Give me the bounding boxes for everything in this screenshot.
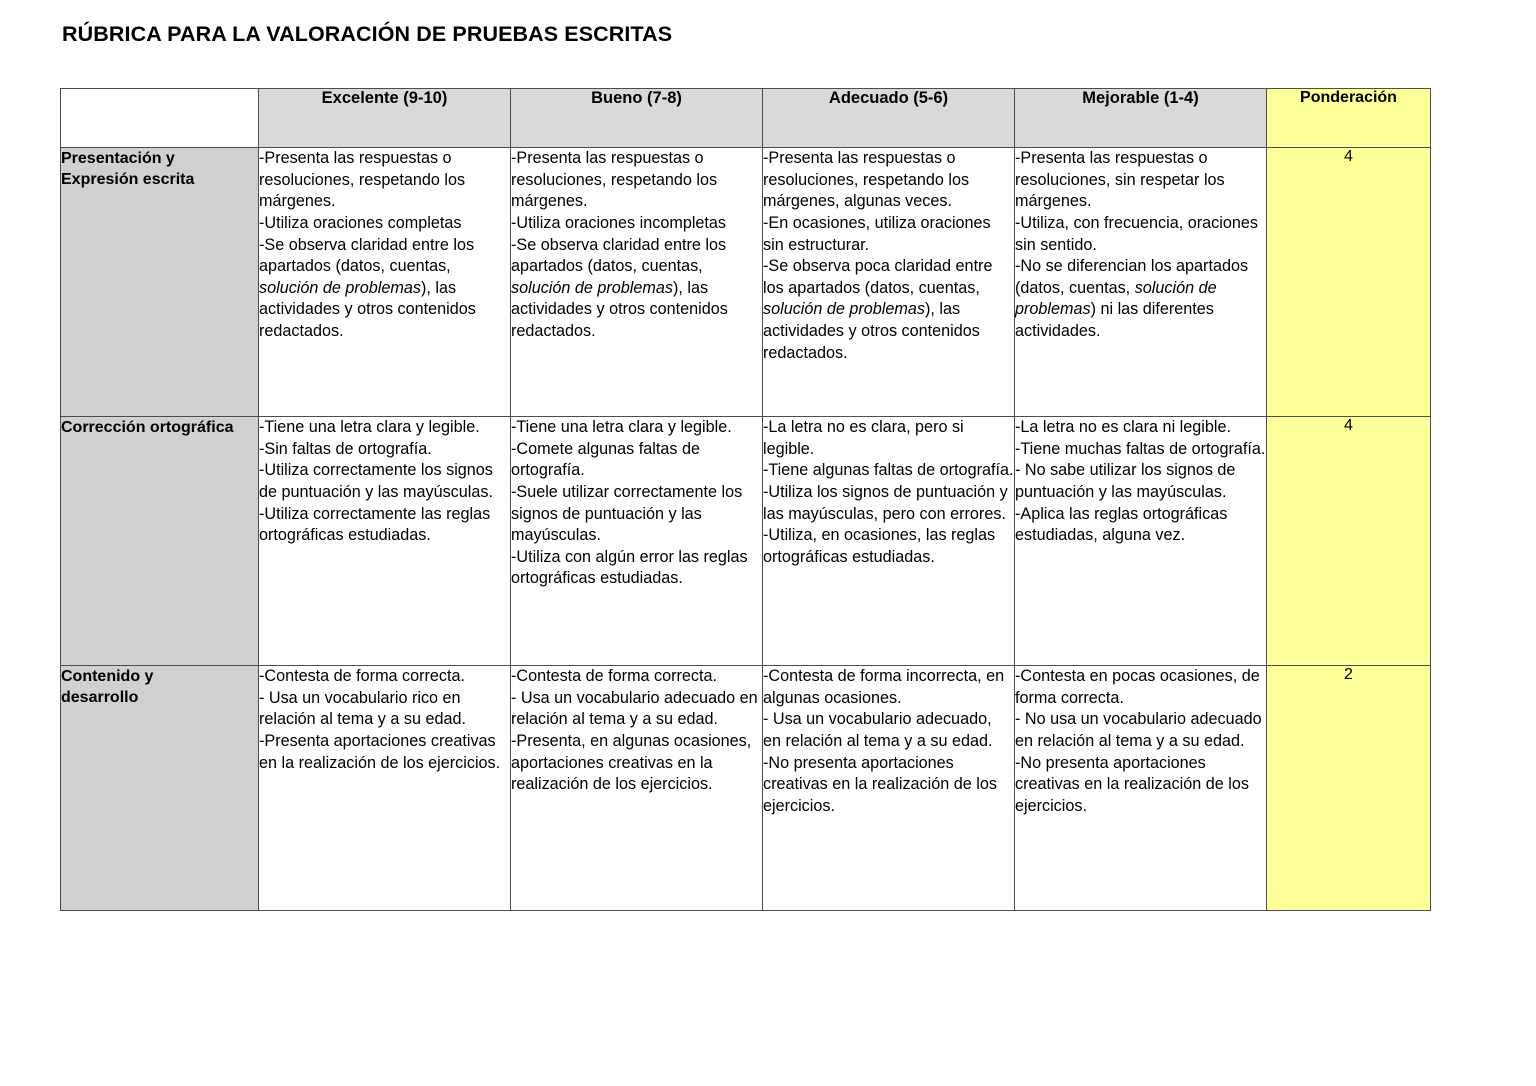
table-header-row: [61, 89, 1431, 148]
cell-contenido-excelente: [259, 666, 511, 911]
cell-text: -Presenta las respuestas o resoluciones, respetando los márgenes. -Utiliza oraciones completas -Se observa claridad entre los apartados (datos, cuentas, solución de problemas), las actividades y otros contenidos redactados.: [259, 149, 476, 340]
column-header-mejorable: Mejorable (1-4): [1015, 89, 1267, 148]
cell-text: -Contesta de forma correcta. - Usa un vocabulario rico en relación al tema y a su edad. -Presenta aportaciones creativas en la realización de los ejercicios.: [259, 667, 501, 772]
table-row: [61, 148, 1431, 417]
cell-text: -Tiene una letra clara y legible. -Sin faltas de ortografía. -Utiliza correctamente los signos de puntuación y las mayúsculas. -Utiliza correctamente las reglas ortográficas estudiadas.: [259, 418, 493, 545]
table-row: [61, 666, 1431, 911]
cell-correccion-mejorable: [1015, 417, 1267, 666]
table-corner-cell: [61, 89, 259, 148]
cell-presentacion-excelente: [259, 148, 511, 417]
cell-text: -La letra no es clara, pero si legible. -Tiene algunas faltas de ortografía. -Utiliza los signos de puntuación y las mayúsculas, pero con errores. -Utiliza, en ocasiones, las reglas ortográficas estudiadas.: [763, 418, 1014, 566]
rubric-table: [60, 88, 1431, 911]
cell-text: -Contesta de forma correcta. - Usa un vocabulario adecuado en relación al tema y a su edad. -Presenta, en algunas ocasiones, aportaciones creativas en la realización de los ejercicios.: [511, 667, 758, 794]
column-header-ponderacion: Ponderación: [1267, 89, 1431, 148]
table-row: [61, 417, 1431, 666]
ponderacion-presentacion: 4: [1267, 148, 1431, 417]
cell-text: -La letra no es clara ni legible. -Tiene muchas faltas de ortografía. - No sabe utilizar los signos de puntuación y las mayúsculas. -Aplica las reglas ortográficas estudiadas, alguna vez.: [1015, 418, 1266, 545]
cell-contenido-bueno: [511, 666, 763, 911]
cell-text: -Tiene una letra clara y legible. -Comete algunas faltas de ortografía. -Suele utilizar correctamente los signos de puntuación y las mayúsculas. -Utiliza con algún error las reglas ortográficas estudiadas.: [511, 418, 748, 588]
cell-correccion-excelente: [259, 417, 511, 666]
ponderacion-contenido: 2: [1267, 666, 1431, 911]
criterion-label-contenido: Contenido y desarrollo: [61, 666, 259, 911]
cell-correccion-bueno: [511, 417, 763, 666]
column-header-adecuado: Adecuado (5-6): [763, 89, 1015, 148]
cell-correccion-adecuado: [763, 417, 1015, 666]
criterion-label-correccion: Corrección ortográfica: [61, 417, 259, 666]
column-header-bueno: Bueno (7-8): [511, 89, 763, 148]
cell-text: -Presenta las respuestas o resoluciones, respetando los márgenes. -Utiliza oraciones incompletas -Se observa claridad entre los apartados (datos, cuentas, solución de problemas), las actividades y otros contenidos redactados.: [511, 149, 728, 340]
cell-presentacion-bueno: [511, 148, 763, 417]
cell-text: -Contesta de forma incorrecta, en algunas ocasiones. - Usa un vocabulario adecuado, en relación al tema y a su edad. -No presenta aportaciones creativas en la realización de los ejercicios.: [763, 667, 1005, 815]
cell-text: -Presenta las respuestas o resoluciones, respetando los márgenes, algunas veces. -En ocasiones, utiliza oraciones sin estructurar. -Se observa poca claridad entre los apartados (datos, cuentas, solución de problemas), las actividades y otros contenidos redactados.: [763, 149, 993, 362]
cell-presentacion-adecuado: [763, 148, 1015, 417]
criterion-label-presentacion: Presentación y Expresión escrita: [61, 148, 259, 417]
cell-text: -Contesta en pocas ocasiones, de forma correcta. - No usa un vocabulario adecuado en relación al tema y a su edad. -No presenta aportaciones creativas en la realización de los ejercicios.: [1015, 667, 1262, 815]
cell-text: -Presenta las respuestas o resoluciones, sin respetar los márgenes. -Utiliza, con frecuencia, oraciones sin sentido. -No se diferencian los apartados (datos, cuentas, solución de problemas) ni las diferentes actividades.: [1015, 149, 1258, 340]
cell-contenido-mejorable: [1015, 666, 1267, 911]
ponderacion-correccion: 4: [1267, 417, 1431, 666]
cell-presentacion-mejorable: [1015, 148, 1267, 417]
cell-contenido-adecuado: [763, 666, 1015, 911]
column-header-excelente: Excelente (9-10): [259, 89, 511, 148]
page-title: RÚBRICA PARA LA VALORACIÓN DE PRUEBAS ESCRITAS: [62, 22, 673, 46]
